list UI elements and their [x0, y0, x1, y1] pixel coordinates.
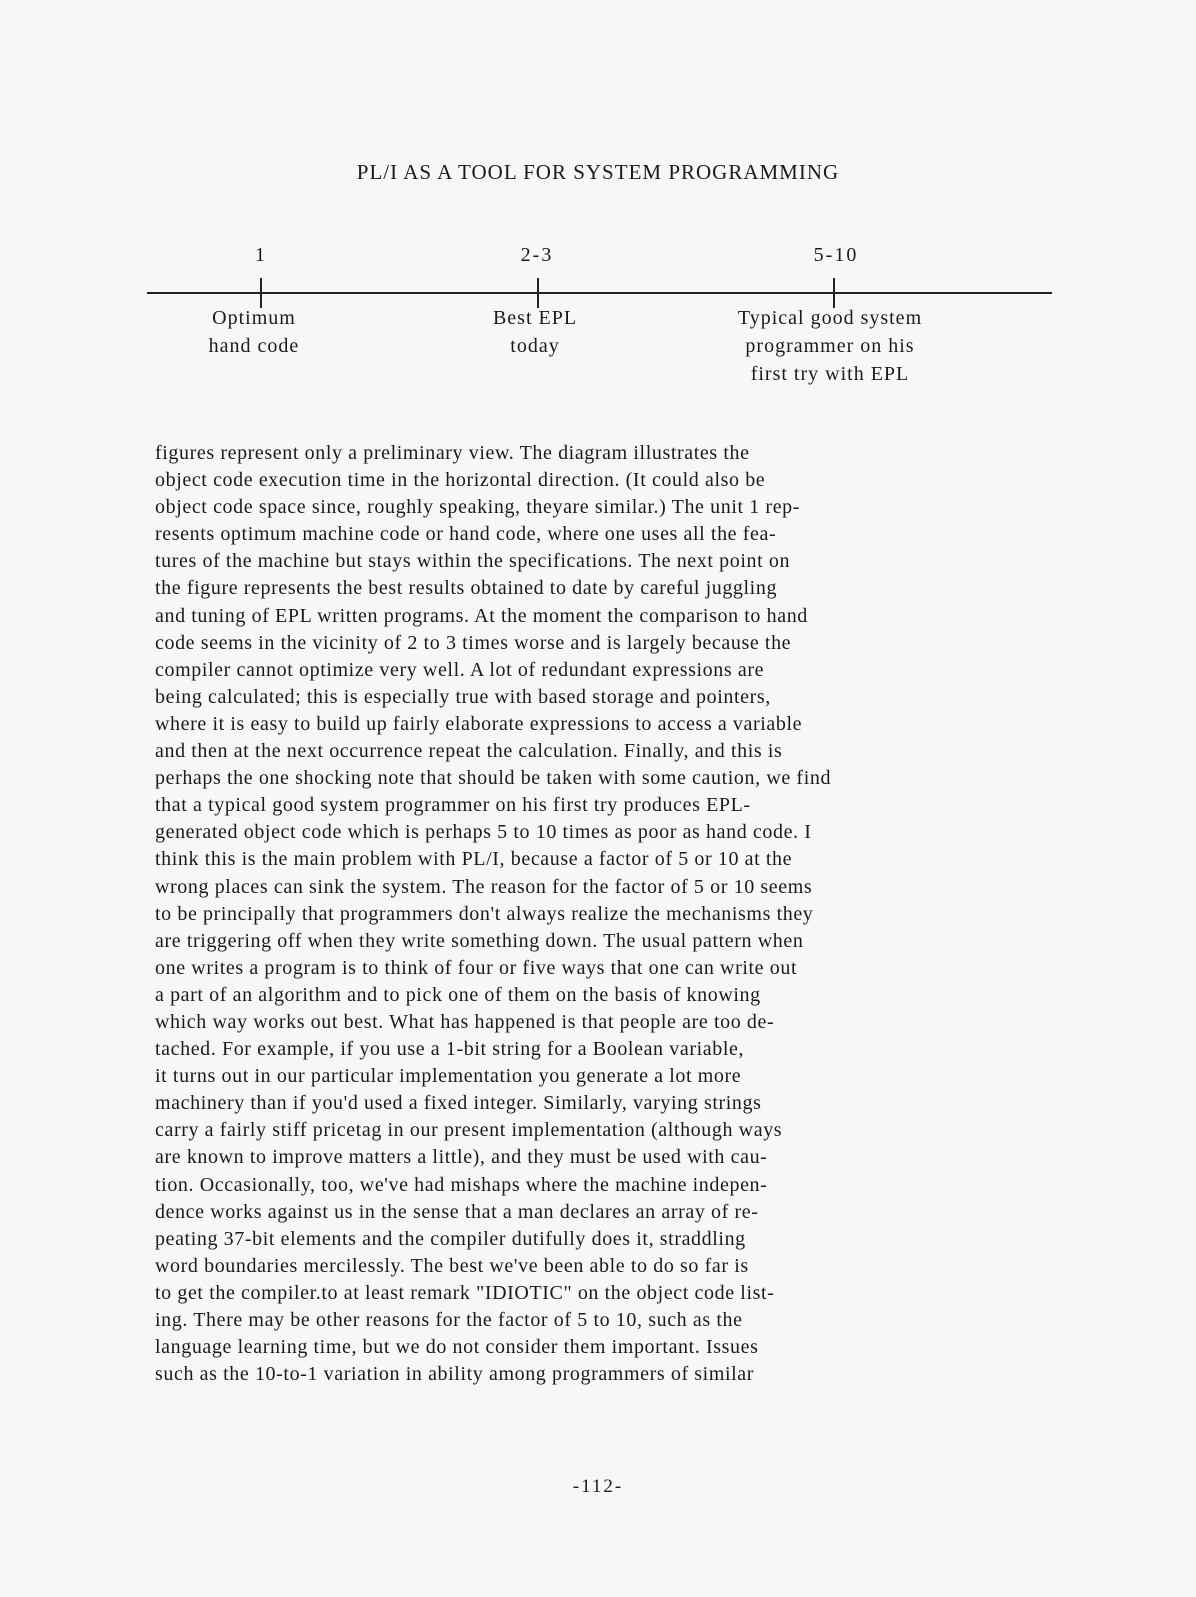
scale-caption-1-line-1: Optimum	[212, 307, 296, 329]
scale-caption-2	[385, 304, 685, 360]
body-text-line: machinery than if you'd used a fixed integer. Similarly, varying strings	[155, 1092, 762, 1115]
scale-caption-1-line-2: hand code	[208, 335, 300, 357]
body-text-line: which way works out best. What has happened is that people are too de-	[155, 1010, 775, 1033]
scale-caption-2-line-1: Best EPL	[492, 307, 578, 329]
scale-axis-line	[147, 292, 1052, 294]
body-text-line: think this is the main problem with PL/I, because a factor of 5 or 10 at the	[155, 848, 793, 871]
body-text-line: one writes a program is to think of four or five ways that one can write out	[155, 956, 798, 979]
body-text-line: carry a fairly stiff pricetag in our present implementation (although ways	[155, 1119, 783, 1142]
body-text-line: peating 37-bit elements and the compiler dutifully does it, straddling	[155, 1227, 746, 1250]
body-text-line: object code execution time in the horizontal direction. (It could also be	[155, 469, 766, 492]
page-title: PL/I AS A TOOL FOR SYSTEM PROGRAMMING	[356, 160, 840, 184]
body-text-line: word boundaries mercilessly. The best we've been able to do so far is	[155, 1254, 749, 1277]
body-text-line: and tuning of EPL written programs. At the moment the comparison to hand	[155, 604, 808, 627]
body-text-line: a part of an algorithm and to pick one of them on the basis of knowing	[155, 983, 761, 1006]
scale-caption-3-line-3: first try with EPL	[750, 363, 910, 385]
body-text-line: where it is easy to build up fairly elaborate expressions to access a variable	[155, 712, 803, 735]
scale-value-3: 5-10	[813, 244, 859, 266]
body-text-line: to be principally that programmers don't always realize the mechanisms they	[155, 902, 814, 925]
body-text-line: dence works against us in the sense that a man declares an array of re-	[155, 1200, 759, 1223]
body-text-line: tached. For example, if you use a 1-bit string for a Boolean variable,	[155, 1038, 745, 1061]
scale-caption-2-line-2: today	[510, 335, 560, 357]
body-text-line: tures of the machine but stays within the specifications. The next point on	[155, 550, 791, 573]
body-text-line: it turns out in our particular implementation you generate a lot more	[155, 1065, 742, 1088]
scale-caption-3-line-2: programmer on his	[745, 335, 915, 357]
page-number: -112-	[572, 1476, 624, 1497]
body-paragraph	[155, 440, 1075, 1388]
body-text-line: compiler cannot optimize very well. A lot of redundant expressions are	[155, 658, 765, 681]
body-text-line: to get the compiler.to at least remark "IDIOTIC" on the object code list-	[155, 1281, 775, 1304]
scale-caption-1	[104, 304, 404, 360]
body-text-line: are triggering off when they write something down. The usual pattern when	[155, 929, 804, 952]
scale-value-2: 2-3	[520, 244, 554, 266]
body-text-line: figures represent only a preliminary view. The diagram illustrates the	[155, 442, 750, 464]
body-text-line: that a typical good system programmer on his first try produces EPL-	[155, 794, 751, 817]
body-text-line: generated object code which is perhaps 5 to 10 times as poor as hand code. I	[155, 821, 812, 844]
body-text-line: ing. There may be other reasons for the factor of 5 to 10, such as the	[155, 1309, 743, 1331]
body-text-line: being calculated; this is especially true with based storage and pointers,	[155, 685, 771, 708]
body-text-line: tion. Occasionally, too, we've had mishaps where the machine indepen-	[155, 1173, 768, 1196]
performance-scale-diagram	[0, 240, 1196, 410]
body-text-line: and then at the next occurrence repeat the calculation. Finally, and this is	[155, 740, 783, 763]
body-text-line: such as the 10-to-1 variation in ability among programmers of similar	[155, 1363, 755, 1386]
body-text-line: resents optimum machine code or hand code, where one uses all the fea-	[155, 523, 777, 546]
scale-value-1: 1	[255, 244, 267, 266]
body-text-line: perhaps the one shocking note that should be taken with some caution, we find	[155, 767, 832, 790]
body-text-line: object code space since, roughly speaking, theyare similar.) The unit 1 rep-	[155, 496, 801, 519]
body-text-line: code seems in the vicinity of 2 to 3 times worse and is largely because the	[155, 631, 792, 654]
scale-caption-3	[680, 304, 980, 388]
body-text-line: are known to improve matters a little), and they must be used with cau-	[155, 1146, 768, 1169]
scale-caption-3-line-1: Typical good system	[737, 307, 923, 329]
body-text-line: language learning time, but we do not consider them important. Issues	[155, 1336, 759, 1359]
body-text-line: wrong places can sink the system. The reason for the factor of 5 or 10 seems	[155, 875, 813, 898]
body-text-line: the figure represents the best results obtained to date by careful juggling	[155, 577, 778, 600]
